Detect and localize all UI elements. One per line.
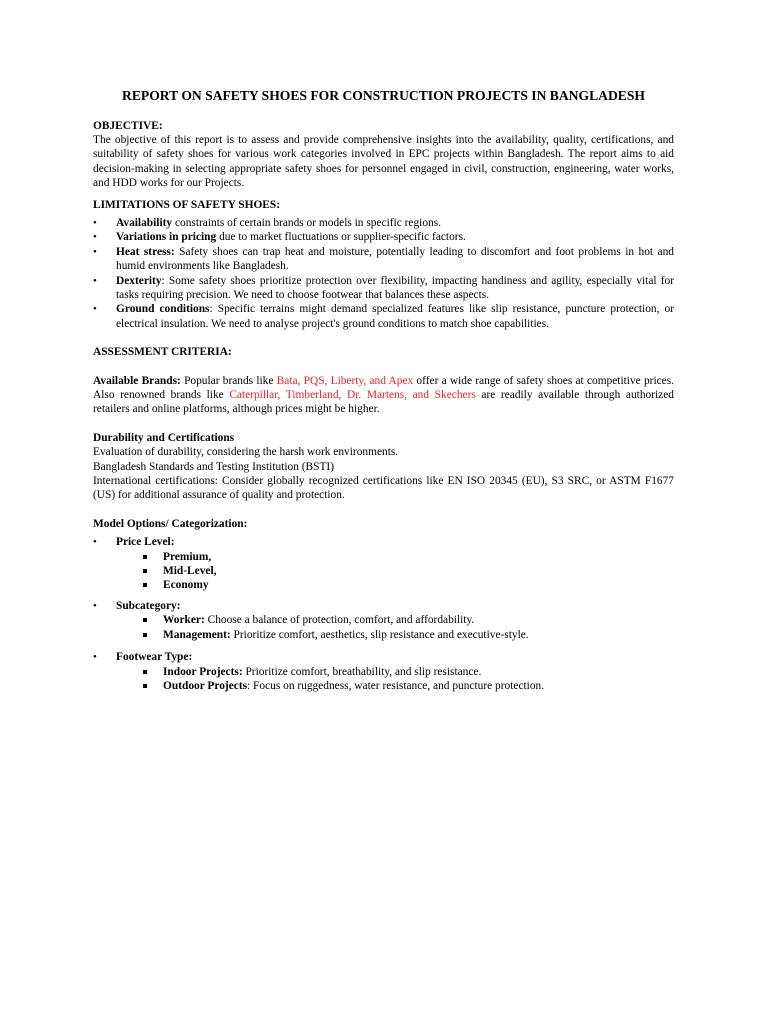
subcategory-term: Management:: [163, 628, 231, 641]
price-level-item: [93, 535, 674, 593]
durability-line: International certifications: Consider globally recognized certifications like EN ISO 20345 (EU), S3 SRC, or ASTM F1677 (US) for additional assurance of quality and protection.: [93, 475, 674, 502]
document-page: [93, 88, 674, 693]
durability-heading: Durability and Certifications: [93, 431, 235, 444]
brands-paragraph: [93, 374, 674, 417]
limitation-term: Heat stress:: [116, 245, 175, 258]
model-options-heading: Model Options/ Categorization:: [93, 517, 248, 530]
brands-text: offer a wide range of safety shoes at competitive prices. Also renowned brands like: [93, 374, 674, 401]
limitation-term: Availability: [116, 216, 173, 229]
brands-label: Available Brands:: [93, 374, 181, 387]
limitation-text: due to market fluctuations or supplier-specific factors.: [216, 231, 466, 244]
limitations-heading: LIMITATIONS OF SAFETY SHOES:: [93, 198, 281, 211]
subcategory-label: Subcategory:: [116, 599, 181, 612]
subcategory-option: [140, 613, 674, 627]
price-level-list: [116, 550, 674, 593]
footwear-type-option: [140, 679, 674, 693]
objective-text: The objective of this report is to assess and provide comprehensive insights into the availability, quality, certifications, and suitability of safety shoes for various work categories involved in EPC projects within Bangladesh. The report aims to aid decision-making in selecting appropriate safety shoes for personnel engaged in civil, construction, engineering, water works, and HDD works for our Projects.: [93, 133, 674, 190]
footwear-text: Prioritize comfort, breathability, and slip resistance.: [242, 665, 482, 678]
limitations-list: [93, 216, 674, 331]
model-options-list: [93, 535, 674, 693]
subcategory-term: Worker:: [163, 614, 205, 627]
subcategory-option: [140, 628, 674, 642]
price-level-option: Economy: [140, 578, 674, 592]
price-level-option: Premium,: [140, 550, 674, 564]
subcategory-text: Prioritize comfort, aesthetics, slip resistance and executive-style.: [230, 628, 529, 641]
assessment-heading: ASSESSMENT CRITERIA:: [93, 346, 232, 359]
limitation-item: [93, 216, 674, 230]
subcategory-item: [93, 599, 674, 642]
report-title: REPORT ON SAFETY SHOES FOR CONSTRUCTION PROJECTS IN BANGLADESH: [122, 88, 645, 103]
local-brands: Bata, PQS, Liberty, and Apex: [276, 374, 414, 387]
limitation-item: [93, 274, 674, 303]
limitation-text: : Some safety shoes prioritize protection over flexibility, impacting handiness and agility, especially vital for tasks requiring precision. We need to choose footwear that balances these aspects.: [116, 274, 674, 301]
durability-line: Evaluation of durability, considering the harsh work environments.: [93, 446, 399, 459]
footwear-term: Outdoor Projects: [163, 679, 248, 692]
footwear-type-item: [93, 650, 674, 693]
limitation-text: Safety shoes can trap heat and moisture, potentially leading to discomfort and foot problems in hot and humid environments like Bangladesh.: [116, 245, 674, 273]
limitation-term: Dexterity: [116, 274, 162, 287]
footwear-text: : Focus on ruggedness, water resistance, and puncture protection.: [247, 679, 545, 692]
footwear-type-label: Footwear Type:: [116, 651, 193, 664]
subcategory-list: [116, 613, 674, 642]
limitation-text: constraints of certain brands or models in specific regions.: [172, 216, 441, 229]
footwear-term: Indoor Projects:: [163, 665, 243, 678]
limitation-item: [93, 302, 674, 331]
brands-text: Popular brands like: [180, 374, 277, 387]
objective-heading: OBJECTIVE:: [93, 119, 163, 132]
limitation-text: : Specific terrains might demand specialized features like slip resistance, puncture protection, or electrical insulation. We need to analyse project's ground conditions to match shoe capabilities.: [116, 303, 675, 330]
footwear-type-option: [140, 665, 674, 679]
limitation-term: Variations in pricing: [116, 231, 217, 244]
footwear-type-list: [116, 665, 674, 694]
international-brands: Caterpillar, Timberland, Dr. Martens, and Skechers: [229, 389, 476, 401]
limitation-item: [93, 245, 674, 274]
limitation-term: Ground conditions: [116, 303, 210, 316]
limitation-item: [93, 230, 674, 244]
price-level-label: Price Level:: [116, 536, 175, 549]
durability-line: Bangladesh Standards and Testing Institution (BSTI): [93, 460, 335, 473]
brands-text: are readily available through authorized retailers and online platforms, although prices might be higher.: [93, 389, 674, 416]
price-level-option: Mid-Level,: [140, 564, 674, 578]
subcategory-text: Choose a balance of protection, comfort, and affordability.: [204, 614, 475, 627]
